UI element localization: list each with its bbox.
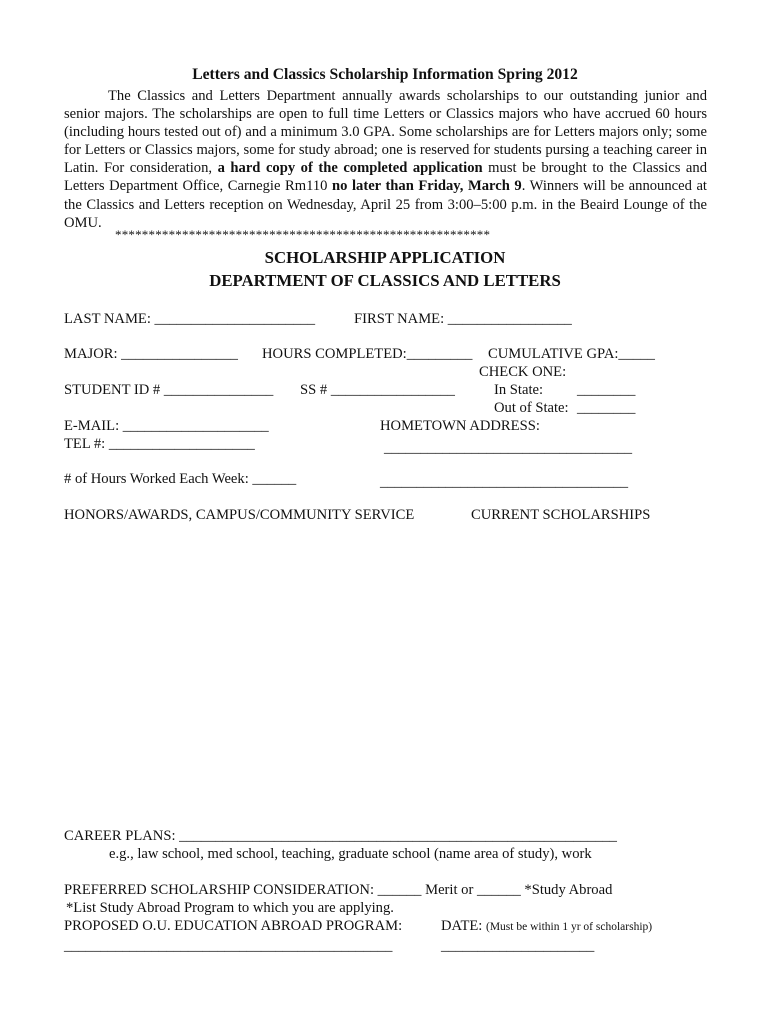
- date-note: (Must be within 1 yr of scholarship): [486, 921, 653, 933]
- study-abroad-note: *List Study Abroad Program to which you are applying.: [66, 900, 394, 916]
- first-name-field[interactable]: FIRST NAME: _________________: [354, 311, 572, 327]
- intro-text-1: The Classics and Letters Department annually awards scholarships to our outstanding junior and senior majors. The scholarships are open to full time Letters or Classics majors who have accrued 60 hours (including hours tested out of) and a minimum 3.0 GPA. Some scholarships are for Letters majors only; some for Letters or Classics majors, some for study abroad; one is reserved for students pursing a teaching career in Latin. For consideration,: [64, 88, 707, 177]
- hours-completed-field[interactable]: HOURS COMPLETED:_________: [262, 346, 473, 362]
- in-state-checkbox-line[interactable]: ________: [577, 382, 636, 398]
- intro-bold-deadline: no later than Friday, March 9: [332, 178, 522, 195]
- last-name-field[interactable]: LAST NAME: ______________________: [64, 311, 316, 327]
- check-one-label: CHECK ONE:: [479, 364, 567, 380]
- date-label: DATE:: [441, 918, 483, 934]
- ss-field[interactable]: SS # _________________: [300, 382, 455, 398]
- career-plans-example: e.g., law school, med school, teaching, graduate school (name area of study), work: [109, 846, 592, 862]
- department-heading: DEPARTMENT OF CLASSICS AND LETTERS: [209, 271, 561, 290]
- address-line-2[interactable]: __________________________________: [380, 474, 629, 490]
- tel-field[interactable]: TEL #: ____________________: [64, 436, 255, 452]
- address-line-1[interactable]: __________________________________: [384, 440, 633, 456]
- intro-text-3: . Winners will be announced at the Classics and Letters reception on Wednesday, April 25 from 3:00–5:00 p.m. in the Beaird Lounge of the OMU.: [64, 178, 707, 231]
- proposed-program-label: PROPOSED O.U. EDUCATION ABROAD PROGRAM:: [64, 918, 403, 934]
- hometown-address-label: HOMETOWN ADDRESS:: [380, 418, 540, 434]
- document-title: Letters and Classics Scholarship Information Spring 2012: [192, 66, 578, 83]
- intro-bold-hard-copy: a hard copy of the completed application: [217, 160, 483, 177]
- major-field[interactable]: MAJOR: ________________: [64, 346, 238, 362]
- intro-text-2: must be brought to the Classics and Letters Department Office, Carnegie Rm110: [64, 160, 707, 195]
- hours-worked-field[interactable]: # of Hours Worked Each Week: ______: [64, 471, 297, 487]
- current-scholarships-label: CURRENT SCHOLARSHIPS: [471, 507, 651, 523]
- star-divider: ********************************************************: [115, 227, 491, 242]
- preferred-scholarship-field[interactable]: PREFERRED SCHOLARSHIP CONSIDERATION: ______ Merit or ______ *Study Abroad: [64, 882, 613, 898]
- in-state-label: In State:: [494, 382, 544, 398]
- email-field[interactable]: E-MAIL: ____________________: [64, 418, 269, 434]
- date-label-group: [441, 918, 652, 935]
- date-line[interactable]: _____________________: [441, 938, 595, 954]
- out-of-state-checkbox-line[interactable]: ________: [577, 400, 636, 416]
- career-plans-field[interactable]: CAREER PLANS: ____________________________________________________________: [64, 828, 617, 844]
- application-heading: SCHOLARSHIP APPLICATION: [264, 248, 506, 267]
- proposed-program-line[interactable]: _____________________________________________: [64, 938, 393, 954]
- intro-paragraph: [64, 87, 707, 232]
- cumulative-gpa-field[interactable]: CUMULATIVE GPA:_____: [488, 346, 655, 362]
- honors-awards-label: HONORS/AWARDS, CAMPUS/COMMUNITY SERVICE: [64, 507, 415, 523]
- out-of-state-label: Out of State:: [494, 400, 569, 416]
- student-id-field[interactable]: STUDENT ID # _______________: [64, 382, 274, 398]
